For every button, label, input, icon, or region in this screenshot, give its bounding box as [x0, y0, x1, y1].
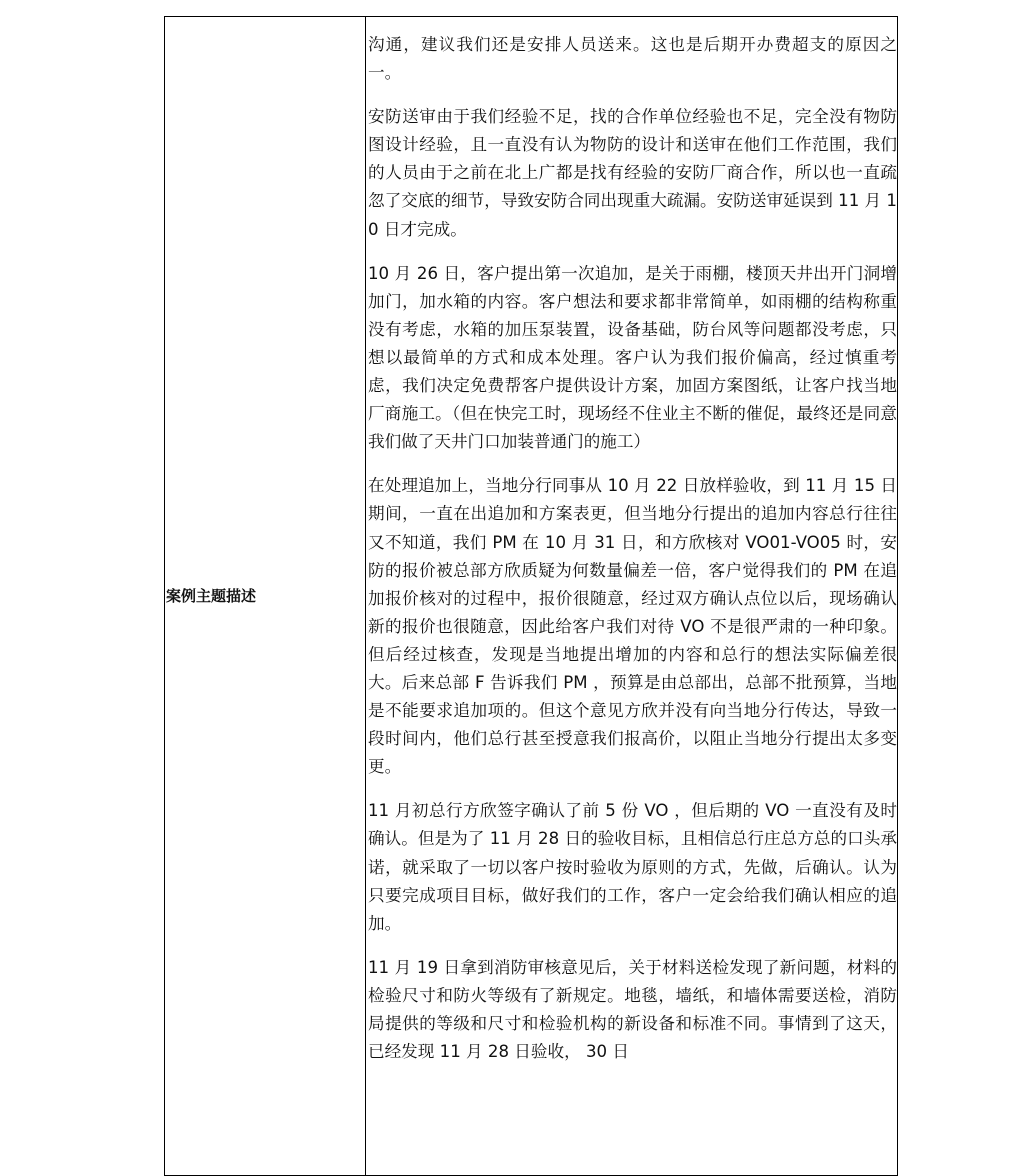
paragraph-6: 11 月 19 日拿到消防审核意见后，关于材料送检发现了新问题，材料的检验尺寸和防火等级有了新规定。地毯，墙纸，和墙体需要送检，消防局提供的等级和尺寸和检验机构的新设备和标准不同。事情到了这天，已经发现 11 月 28 日验收， 30 日 — [368, 957, 897, 1062]
content-cell — [366, 17, 898, 1176]
case-topic-label: 案例主题描述 — [166, 587, 257, 605]
paragraph-5: 11 月初总行方欣签字确认了前 5 份 VO ，但后期的 VO 一直没有及时确认。但是为了 11 月 28 日的验收目标，且相信总行庄总方总的口头承诺，就采取了一切以客户按时验收为原则的方式，先做，后确认。认为只要完成项目目标，做好我们的工作，客户一定会给我们确认相应的追加。 — [368, 801, 897, 933]
label-cell — [165, 17, 366, 1176]
paragraph-3: 10 月 26 日，客户提出第一次追加，是关于雨棚，楼顶天井出开门洞增加门，加水箱的内容。客户想法和要求都非常简单，如雨棚的结构称重没有考虑，水箱的加压泵装置，设备基础，防台风等问题都没考虑，只想以最简单的方式和成本处理。客户认为我们报价偏高，经过慎重考虑，我们决定免费帮客户提供设计方案，加固方案图纸，让客户找当地厂商施工。（但在快完工时，现场经不住业主不断的催促，最终还是同意我们做了天井门口加装普通门的施工） — [368, 263, 897, 452]
paragraph-1: 沟通，建议我们还是安排人员送来。这也是后期开办费超支的原因之一。 — [368, 35, 897, 83]
table-row — [165, 17, 898, 1176]
paragraph-2: 安防送审由于我们经验不足，找的合作单位经验也不足，完全没有物防图设计经验，且一直没有认为物防的设计和送审在他们工作范围，我们的人员由于之前在北上广都是找有经验的安防厂商合作，所以也一直疏忽了交底的细节，导致安防合同出现重大疏漏。安防送审延误到 11 月 10 日才完成。 — [368, 107, 897, 239]
case-description-table — [164, 16, 898, 1176]
paragraph-4: 在处理追加上，当地分行同事从 10 月 22 日放样验收，到 11 月 15 日期间，一直在出追加和方案表更，但当地分行提出的追加内容总行往往又不知道，我们 PM 在 10 月 31 日，和方欣核对 VO01-VO05 时，安防的报价被总部方欣质疑为何数量偏差一倍，客户觉得我们的 PM 在追加报价核对的过程中，报价很随意，经过双方确认点位以后，现场确认新的报价也很随意，因此给客户我们对待 VO 不是很严肃的一种印象。但后经过核查，发现是当地提出增加的内容和总行的想法实际偏差很大。后来总部 F 告诉我们 PM ，预算是由总部出，总部不批预算，当地是不能要求追加项的。但这个意见方欣并没有向当地分行传达，导致一段时间内，他们总行甚至授意我们报高价，以阻止当地分行提出太多变更。 — [368, 476, 897, 777]
